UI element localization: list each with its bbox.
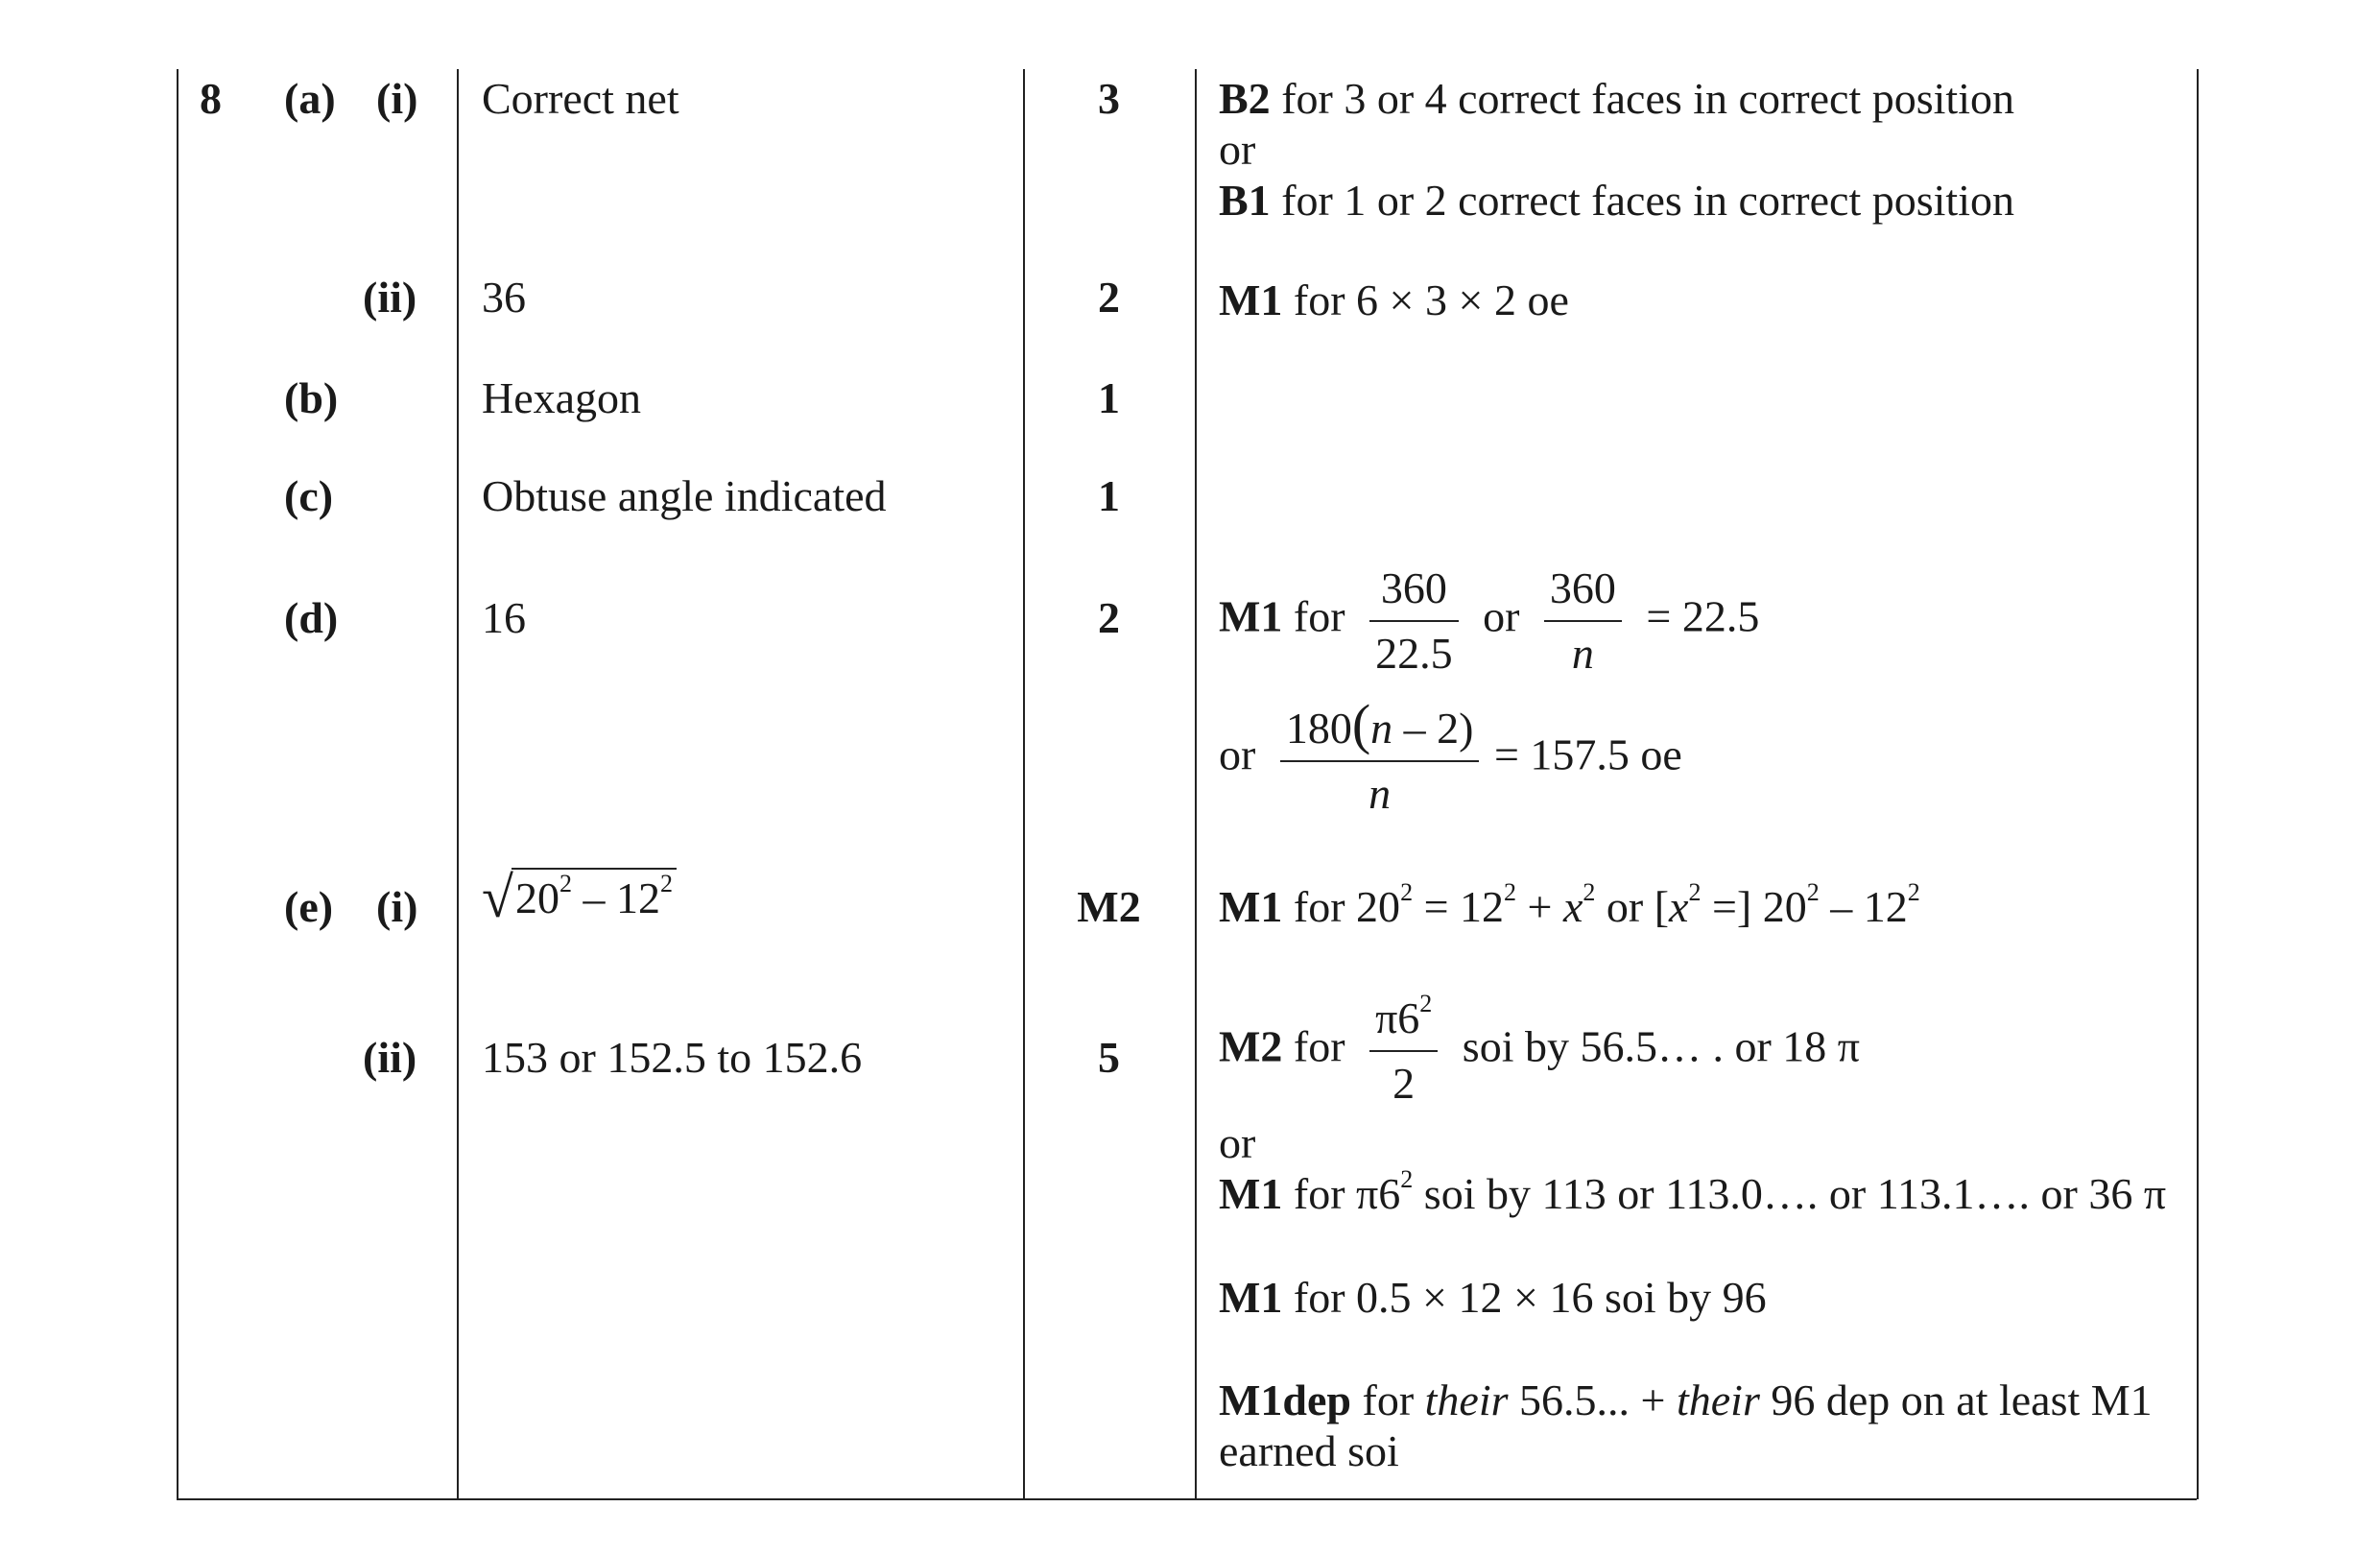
mark-e-ii: 5	[1098, 1033, 1120, 1082]
mark-c: 1	[1098, 471, 1120, 520]
column-divider-guidance	[1195, 69, 1197, 1499]
question-number: 8	[200, 74, 222, 123]
guidance-e-ii-m1-triangle: M1 for 0.5 × 12 × 16 soi by 96	[1219, 1273, 1767, 1322]
subpart-label-e-i: (i)	[376, 882, 418, 931]
answer-a-i: Correct net	[482, 74, 679, 123]
guidance-a-i-b2: B2 for 3 or 4 correct faces in correct position	[1219, 74, 2014, 123]
subpart-label-a-i: (i)	[376, 74, 418, 123]
mark-b: 1	[1098, 373, 1120, 422]
part-label-e: (e)	[284, 882, 334, 931]
fraction-pi-6-squared-over-2: $\frac{\pi 6^2}{2}$	[1369, 994, 1438, 1108]
radicand: $20^2 - 12^2$	[512, 868, 677, 921]
guidance-a-i-or: or	[1219, 125, 1256, 174]
subpart-label-e-ii: (ii)	[363, 1033, 417, 1082]
guidance-d-line1: M1 for $\frac{360}{22.5}$ or $\frac{360}{n}$ = 22.5	[1219, 563, 1760, 678]
radical-sign: √	[482, 866, 513, 929]
answer-e-i	[482, 866, 677, 929]
table-border-right	[2197, 69, 2199, 1499]
fraction-interior-angle: $\frac{180(n - 2)}{n}$	[1280, 701, 1480, 818]
part-label-d: (d)	[284, 593, 339, 642]
guidance-e-i: M1 for $20^2 = 12^2 + x^2$ or [$x^2$ =] $20^2 - 12^2$	[1219, 878, 1920, 931]
answer-a-ii: 36	[482, 273, 526, 322]
mark-d: 2	[1098, 593, 1120, 642]
answer-e-ii: 153 or 152.5 to 152.6	[482, 1033, 863, 1082]
guidance-e-ii-m1dep-line2: earned soi	[1219, 1426, 1399, 1475]
guidance-a-i-b1: B1 for 1 or 2 correct faces in correct position	[1219, 176, 2014, 225]
guidance-e-ii-m2: M2 for $\frac{\pi 6^2}{2}$ soi by 56.5… . or 18 π	[1219, 990, 1861, 1108]
guidance-d-line2: or $\frac{180(n - 2)}{n}$ = 157.5 oe	[1219, 693, 1682, 818]
fraction-360-over-n: $\frac{360}{n}$	[1544, 564, 1622, 678]
part-label-b: (b)	[284, 373, 339, 422]
guidance-a-ii: M1 for 6 × 3 × 2 oe	[1219, 275, 1569, 324]
part-label-c: (c)	[284, 471, 334, 520]
fraction-360-over-22-5: $\frac{360}{22.5}$	[1369, 564, 1459, 678]
guidance-e-ii-m1-area: M1 for $\pi 6^2$ soi by 113 or 113.0…. or 113.1…. or 36 π	[1219, 1165, 2167, 1218]
guidance-e-ii-m1dep: M1dep for their 56.5... + their 96 dep on at least M1	[1219, 1376, 2153, 1424]
answer-d: 16	[482, 593, 526, 642]
answer-c: Obtuse angle indicated	[482, 471, 887, 520]
guidance-e-ii-or: or	[1219, 1118, 1256, 1167]
mark-a-ii: 2	[1098, 273, 1120, 322]
mark-e-i: M2	[1077, 882, 1141, 931]
table-border-bottom	[177, 1498, 2197, 1500]
part-label-a: (a)	[284, 74, 336, 123]
column-divider-answer	[457, 69, 459, 1499]
table-border-left	[177, 69, 178, 1499]
answer-b: Hexagon	[482, 373, 642, 422]
mark-a-i: 3	[1098, 74, 1120, 123]
subpart-label-a-ii: (ii)	[363, 273, 417, 322]
